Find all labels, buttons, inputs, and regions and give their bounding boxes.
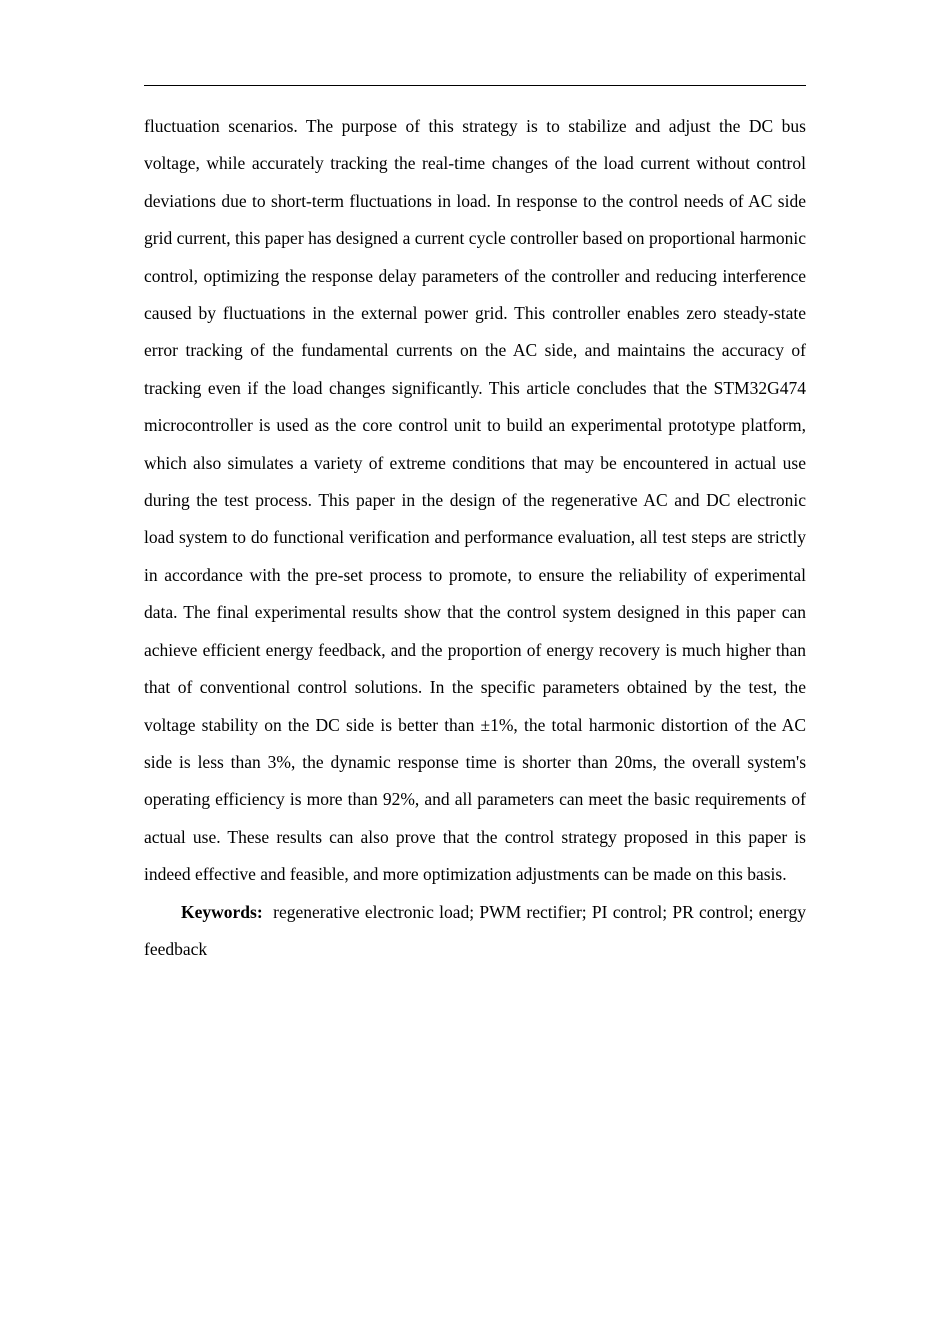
keywords-paragraph (144, 894, 806, 969)
keywords-text: regenerative electronic load; PWM rectifier; PI control; PR control; energy feedback (144, 901, 807, 959)
header-rule (144, 85, 806, 86)
abstract-section (144, 108, 806, 968)
abstract-body: fluctuation scenarios. The purpose of this strategy is to stabilize and adjust the DC bus voltage, while accurately tracking the real-time changes of the load current without control deviations due to short-term fluctuations in load. In response to the control needs of AC side grid current, this paper has designed a current cycle controller based on proportional harmonic control, optimizing the response delay parameters of the controller and reducing interference caused by fluctuations in the external power grid. This controller enables zero steady-state error tracking of the fundamental currents on the AC side, and maintains the accuracy of tracking even if the load changes significantly. This article concludes that the STM32G474 microcontroller is used as the core control unit to build an experimental prototype platform, which also simulates a variety of extreme conditions that may be encountered in actual use during the test process. This paper in the design of the regenerative AC and DC electronic load system to do functional verification and performance evaluation, all test steps are strictly in accordance with the pre-set process to promote, to ensure the reliability of experimental data. The final experimental results show that the control system designed in this paper can achieve efficient energy feedback, and the proportion of energy recovery is much higher than that of conventional control solutions. In the specific parameters obtained by the test, the voltage stability on the DC side is better than ±1%, the total harmonic distortion of the AC side is less than 3%, the dynamic response time is shorter than 20ms, the overall system's operating efficiency is more than 92%, and all parameters can meet the basic requirements of actual use. These results can also prove that the control strategy proposed in this paper is indeed effective and feasible, and more optimization adjustments can be made on this basis. (144, 116, 806, 885)
keywords-label: Keywords: (181, 901, 263, 922)
